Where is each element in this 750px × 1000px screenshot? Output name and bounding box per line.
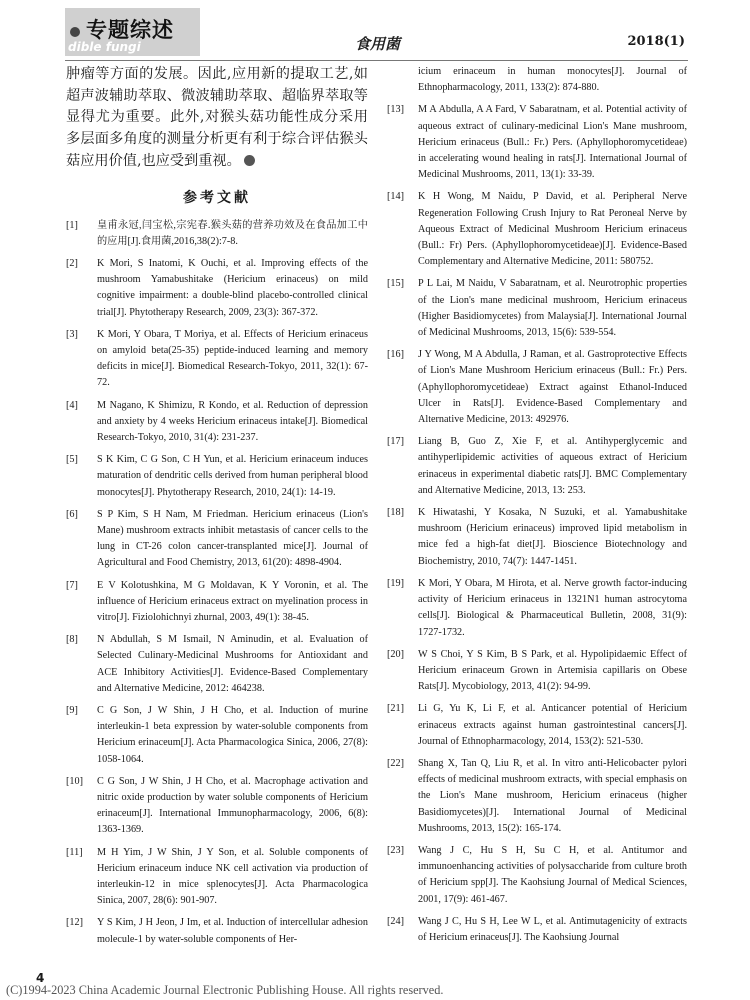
reference-text: M H Yim, J W Shin, J Y Son, et al. Soluble components of Hericium erinaceum induce NK cell activation via production of interleukin-12 in mice splenocytes[J]. Acta Pharmacologica Sinica, 2007, 28(6): 901-907. [97, 846, 368, 907]
reference-number: [15] [387, 278, 404, 290]
reference-number: [6] [66, 508, 78, 520]
issue-number: 2018(1) [627, 34, 685, 49]
reference-number: [19] [387, 577, 404, 589]
reference-item [66, 398, 368, 447]
right-column [387, 64, 687, 952]
reference-text: C G Son, J W Shin, J H Cho, et al. Induction of murine interleukin-1 beta expression by water-soluble components from Hericium erinaceum[J]. Acta Pharmacologica Sinica, 2006, 27(8): 1058-1064. [97, 705, 368, 765]
reference-text: K Mori, Y Obara, T Moriya, et al. Effects of Hericium erinaceus on amyloid beta(25-35) peptide-induced learning and memory deficits in mice[J]. Biomedical Research-Tokyo, 2011, 32(1): 67-72. [97, 328, 368, 389]
reference-number: [11] [66, 846, 83, 858]
reference-text: Shang X, Tan Q, Liu R, et al. In vitro anti-Helicobacter pylori effects of medicinal mushroom extracts, with special emphasis on the Lion's Mane mushroom, Hericium erinaceus (higher Basidiomycetes)[J]. International Journal of Medicinal Mushrooms, 2013, 15(2): 165-174. [418, 757, 687, 834]
reference-number: [4] [66, 399, 78, 411]
reference-text: C G Son, J W Shin, J H Cho, et al. Macrophage activation and nitric oxide production by water soluble components of Hericium erinaceum[J]. International Immunopharmacology, 2006, 6(8): 1363-1369. [97, 775, 368, 836]
header-divider [65, 60, 688, 61]
reference-item [387, 505, 687, 570]
reference-number: [16] [387, 349, 404, 361]
reference-text: K Mori, S Inatomi, K Ouchi, et al. Improving effects of the mushroom Yamabushitake (Hericium erinaceus) on mild cognitive impairment: a double-blind placebo-controlled clinical trial[J]. Phytotherapy Research, 2009, 23(3): 367-372. [97, 257, 368, 318]
reference-item [387, 576, 687, 641]
reference-continuation [387, 64, 687, 96]
reference-list-right [387, 102, 687, 946]
bullet-icon [70, 27, 80, 37]
journal-name: 食用菌 [355, 35, 401, 53]
reference-item [387, 347, 687, 428]
reference-text: S P Kim, S H Nam, M Friedman. Hericium erinaceus (Lion's Mane) mushroom extracts inhibit metastasis of cancer cells to the lung in CT-26 colon cancer-transplanted mice[J]. Journal of Agricultural and Food Chemistry, 2013, 61(20): 4898-4904. [97, 508, 368, 569]
reference-text: Y S Kim, J H Jeon, J Im, et al. Induction of intercellular adhesion molecule-1 by water-soluble components of Her- [97, 917, 368, 945]
reference-text: J Y Wong, M A Abdulla, J Raman, et al. Gastroprotective Effects of Lion's Mane Mushroom Hericium erinaceus (Bull.: Fr.) Pers. (Aphyllophoromycetideae) Extract against Ethanol-Induced Ulcer in Rats[J]. Evidence-Based Complementary and Alternative Medicine, 2013: 492976. [418, 349, 687, 426]
reference-number: [20] [387, 648, 404, 660]
reference-number: [21] [387, 703, 404, 715]
reference-number: [24] [387, 915, 404, 927]
reference-item [387, 914, 687, 946]
references-heading: 参考文献 [183, 189, 251, 206]
intro-paragraph [66, 64, 368, 173]
reference-item [66, 256, 368, 321]
reference-text: N Abdullah, S M Ismail, N Aminudin, et al. Evaluation of Selected Culinary-Medicinal Mushrooms for Antioxidant and ACE Inhibitory Activities[J]. Evidence-Based Complementary and Alternative Medicine, 2012: 464238. [97, 634, 368, 694]
reference-number: [2] [66, 257, 78, 269]
reference-text: P L Lai, M Naidu, V Sabaratnam, et al. Neurotrophic properties of the Lion's mane medicinal mushroom, Hericium erinaceus (Higher Basidiomycetes) from Malaysia[J]. International Journal of Medicinal Mushrooms, 2013, 15(6): 539-554. [418, 278, 687, 339]
reference-item [66, 578, 368, 627]
reference-item [66, 632, 368, 697]
reference-item [387, 756, 687, 837]
reference-item [387, 276, 687, 341]
reference-number: [22] [387, 757, 404, 769]
reference-text: M Nagano, K Shimizu, R Kondo, et al. Reduction of depression and anxiety by 4 weeks Hericium erinaceus intake[J]. Biomedical Research-Tokyo, 2010, 31(4): 231-237. [97, 399, 368, 443]
reference-text: Wang J C, Hu S H, Su C H, et al. Antitumor and immunoenhancing activities of polysaccharide from culture broth of Hericium spp[J]. The Kaohsiung Journal of Medical Sciences, 2001, 17(9): 461-467. [418, 844, 687, 905]
reference-text: Li G, Yu K, Li F, et al. Anticancer potential of Hericium erinaceus extracts against human gastrointestinal cancers[J]. Journal of Ethnopharmacology, 2014, 153(2): 521-530. [418, 703, 687, 747]
reference-number: [8] [66, 634, 78, 646]
reference-number: [12] [66, 917, 83, 929]
reference-item [66, 507, 368, 572]
reference-item [66, 327, 368, 392]
reference-text: K Hiwatashi, Y Kosaka, N Suzuki, et al. Yamabushitake mushroom (Hericium erinaceus) improved lipid metabolism in mice fed a high-fat diet[J]. Bioscience Biotechnology and Biochemistry, 2010, 74(7): 1447-1451. [418, 507, 687, 567]
reference-text: 皇甫永冠,闫宝松,宗宪春.猴头菇的营养功效及在食品加工中的应用[J].食用菌,2016,38(2):7-8. [97, 219, 368, 247]
reference-text: K Mori, Y Obara, M Hirota, et al. Nerve growth factor-inducing activity of Hericium erinaceus in 1321N1 human astrocytoma cells[J]. Biological & Pharmaceutical Bulletin, 2008, 31(9): 1727-1732. [418, 577, 687, 638]
reference-item [66, 845, 368, 910]
reference-item [66, 452, 368, 501]
reference-list-left [66, 218, 368, 948]
reference-item [387, 189, 687, 270]
intro-text: 肿瘤等方面的发展。因此,应用新的提取工艺,如超声波辅助萃取、微波辅助萃取、超临界萃取等显得尤为重要。此外,对猴头菇功能性成分采用多层面多角度的测量分析更有利于综合评估猴头菇应用价值,也应受到重视。 [66, 66, 368, 169]
reference-text: Wang J C, Hu S H, Lee W L, et al. Antimutagenicity of extracts of Hericium erinaceus[J]. The Kaohsiung Journal [418, 915, 687, 943]
reference-text: S K Kim, C G Son, C H Yun, et al. Hericium erinaceum induces maturation of dendritic cells derived from human peripheral blood monocytes[J]. Phytotherapy Research, 2010, 24(1): 14-19. [97, 454, 368, 498]
reference-text: K H Wong, M Naidu, P David, et al. Peripheral Nerve Regeneration Following Crush Injury to Rat Peroneal Nerve by Aqueous Extract of Medicinal Mushroom Hericium erinaceus (Bull.: Fr) Pers. (Aphyllophoromycetideae)[J]. Evidence-Based Complementary and Alternative Medicine, 2011: 580752. [418, 191, 687, 268]
reference-text: M A Abdulla, A A Fard, V Sabaratnam, et al. Potential activity of aqueous extract of culinary-medicinal Lion's Mane mushroom, Hericium erinaceus (Bull.: Fr.) Pers. (Aphyllophoromycetideae) in accelerating wound healing in rats[J]. International Journal of Medicinal Mushrooms, 2011, 13(1): 33-39. [418, 104, 687, 181]
reference-item [387, 701, 687, 750]
section-subtitle: dible fungi [68, 40, 141, 54]
reference-item [387, 434, 687, 499]
reference-text: E V Kolotushkina, M G Moldavan, K Y Voronin, et al. The influence of Hericium erinaceus extract on myelination process in vitro[J]. Fiziolohichnyi zhurnal, 2003, 49(1): 38-45. [97, 579, 368, 623]
reference-number: [10] [66, 775, 83, 787]
left-column [66, 64, 368, 954]
reference-number: [14] [387, 191, 404, 203]
reference-item [387, 843, 687, 908]
reference-item [387, 647, 687, 696]
reference-number: [3] [66, 328, 78, 340]
end-mark-icon [244, 155, 255, 166]
reference-number: [5] [66, 454, 78, 466]
reference-number: [9] [66, 705, 78, 716]
reference-number: [13] [387, 104, 404, 116]
reference-number: [7] [66, 579, 78, 591]
reference-number: [1] [66, 219, 78, 231]
reference-item [66, 915, 368, 947]
reference-number: [18] [387, 507, 404, 519]
reference-item [387, 102, 687, 183]
reference-item [66, 774, 368, 839]
reference-number: [23] [387, 844, 404, 856]
reference-number: [17] [387, 436, 404, 448]
reference-item [66, 218, 368, 250]
reference-text: W S Choi, Y S Kim, B S Park, et al. Hypolipidaemic Effect of Hericium erinaceum Grown in Artemisia capillaris on Obese Rats[J]. Mycobiology, 2013, 41(2): 94-99. [418, 648, 687, 693]
page-number: 4 [36, 971, 45, 985]
reference-item [66, 703, 368, 768]
reference-text: Liang B, Guo Z, Xie F, et al. Antihyperglycemic and antihyperlipidemic activities of aqueous extract of Hericium erinaceus in experimental diabetic rats[J]. BMC Complementary and Alternative Medicine, 2013, 13: 253. [418, 436, 687, 496]
reference-text: icium erinaceum in human monocytes[J]. Journal of Ethnopharmacology, 2011, 133(2): 874-880. [418, 66, 687, 94]
copyright-notice: (C)1994-2023 China Academic Journal Electronic Publishing House. All rights reserved. [6, 983, 444, 997]
section-title: 专题综述 [86, 18, 174, 42]
